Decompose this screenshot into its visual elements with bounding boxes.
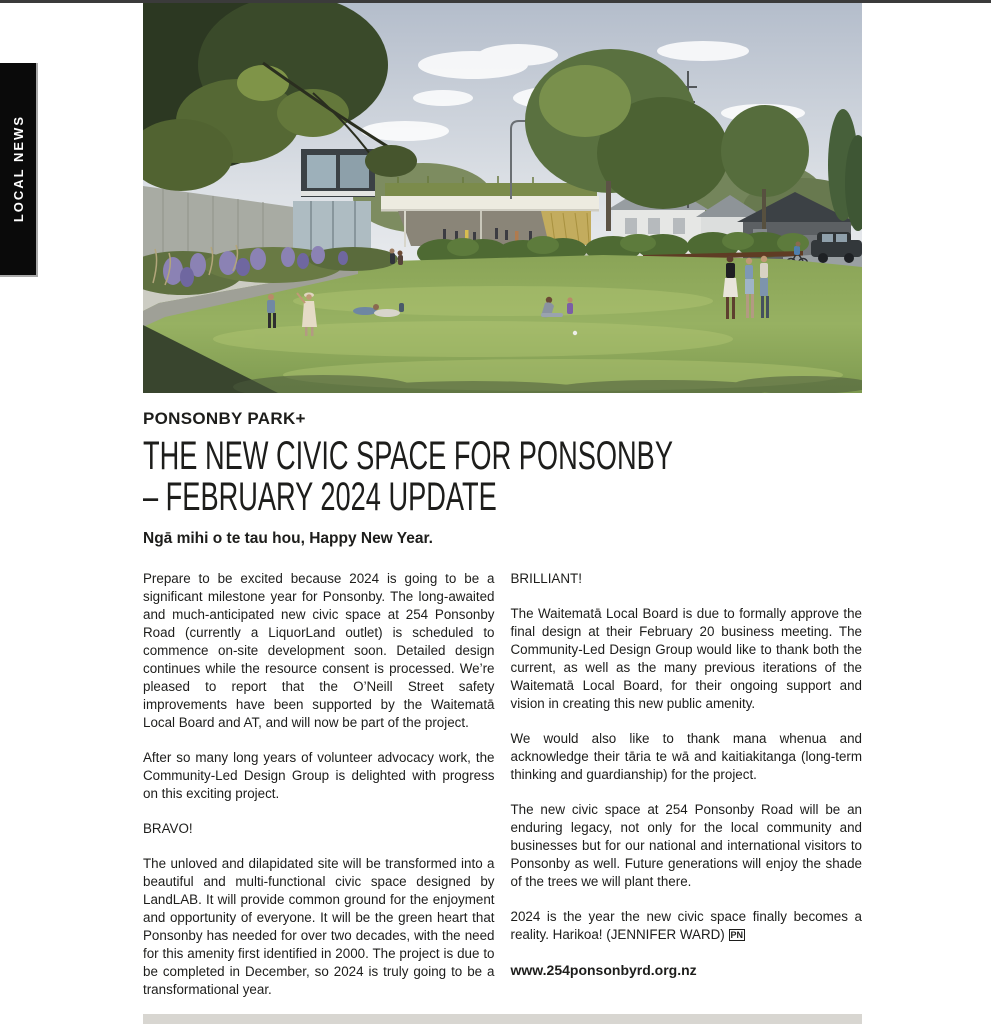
article xyxy=(143,3,862,999)
headline-line-2: – FEBRUARY 2024 UPDATE xyxy=(143,475,497,519)
local-news-tab[interactable] xyxy=(0,63,38,277)
subhead-bravo: BRAVO! xyxy=(143,821,193,836)
article-kicker: PONSONBY PARK+ xyxy=(143,409,306,428)
website-link[interactable]: www.254ponsonbyrd.org.nz xyxy=(510,962,697,978)
subhead-brilliant: BRILLIANT! xyxy=(510,571,582,586)
park-render-illustration xyxy=(143,3,862,393)
paragraph: The unloved and dilapidated site will be transformed into a beautiful and multi-functional civic space designed by LandLAB. It will provide common ground for the enjoyment and opportunity of everyone. It will be the green heart that Ponsonby has needed for over two decades, with the need for this amenity first identified in 2000. The project is due to be completed in December, so 2024 is truly going to be a transformational year. xyxy=(143,856,495,997)
left-modern-building xyxy=(293,149,375,259)
ponsonby-news-logo: PN xyxy=(730,930,744,940)
headline-line-1: THE NEW CIVIC SPACE FOR PONSONBY xyxy=(143,434,673,478)
paragraph: After so many long years of volunteer advocacy work, the Community-Led Design Group is delighted with progress on this exciting project. xyxy=(143,750,495,801)
paragraph: The Waitematā Local Board is due to formally approve the final design at their February 20 business meeting. The Community-Led Design Group would like to thank both the current, as well as the many previous iterations of the Waitematā Local Board, for their ongoing support and vision in creating this new public amenity. xyxy=(510,606,862,711)
article-body xyxy=(143,570,862,999)
paragraph: The new civic space at 254 Ponsonby Road will be an enduring legacy, not only for the local community and businesses but for our national and international visitors to Ponsonby as well. Future generations will enjoy the shade of the trees we will plant there. xyxy=(510,802,862,889)
next-section-image-edge xyxy=(143,1014,862,1024)
hero-image xyxy=(143,3,862,393)
closing-text: 2024 is the year the new civic space finally becomes a reality. Harikoa! (JENNIFER WARD) xyxy=(510,909,862,942)
right-column xyxy=(511,570,863,999)
article-intro: Ngā mihi o te tau hou, Happy New Year. xyxy=(143,530,433,547)
local-news-tab-label: LOCAL NEWS xyxy=(10,115,26,223)
left-column xyxy=(143,570,495,999)
article-headline xyxy=(143,436,867,518)
closing-paragraph xyxy=(511,908,863,944)
paragraph: Prepare to be excited because 2024 is going to be a significant milestone year for Ponsonby. The long-awaited and much-anticipated new civic space at 254 Ponsonby Road (currently a LiquorLand outlet) is scheduled to commence on-site development soon. Detailed design continues while the resource consent is processed. We’re pleased to report that the O’Neill Street safety improvements have been supported by the Waitematā Local Board and AT, and will now be part of the project. xyxy=(143,571,495,730)
paragraph: We would also like to thank mana whenua and acknowledge their tāria te wā and kaitiakitanga (long-term thinking and guardianship) for the project. xyxy=(510,731,862,782)
